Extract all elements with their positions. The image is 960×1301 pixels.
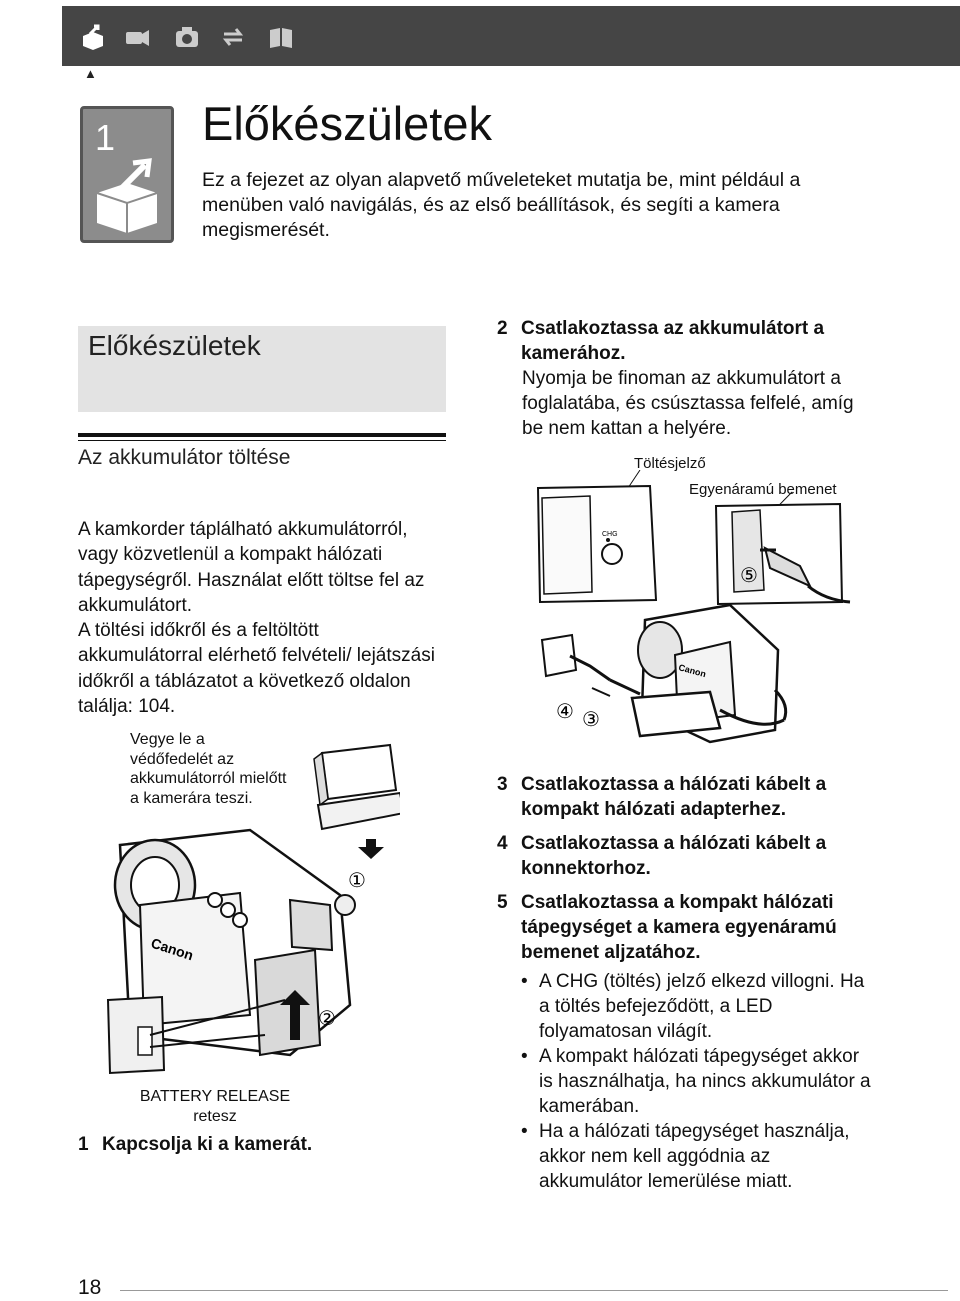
callout-3: ③ xyxy=(582,707,600,731)
box-arrow-icon[interactable] xyxy=(80,24,106,50)
paragraph: A töltési időkről és a feltöltött akkumulátorral elérhető felvételi/ lejátszási időkről a táblázatot a következő oldalon találja: 104. xyxy=(78,620,435,718)
box-arrow-icon xyxy=(93,157,163,235)
caption-line: retesz xyxy=(193,1108,237,1125)
figure-caption: Vegye le a védőfedelét az akkumulátorról mielőtt a kamerára teszi. xyxy=(130,731,287,807)
step-1 xyxy=(78,1134,312,1156)
chapter-number: 1 xyxy=(95,117,116,158)
step-text: Csatlakoztassa a hálózati kábelt a kompakt hálózati adapterhez. xyxy=(521,774,827,820)
canon-logo-text: Canon xyxy=(677,662,708,680)
chapter-title: Előkészületek xyxy=(202,97,492,150)
section-rule-thin xyxy=(78,440,446,441)
chg-label: CHG xyxy=(602,531,618,538)
callout-2: ② xyxy=(318,1006,336,1030)
step-4 xyxy=(497,831,877,881)
footer-rule xyxy=(120,1290,948,1291)
steps-list xyxy=(497,772,877,1194)
bullet-item: • A CHG (töltés) jelző elkezd villogni. Ha a töltés befejeződött, a LED folyamatosan világít. xyxy=(497,969,877,1044)
bullet-item: • Ha a hálózati tápegységet használja, akkor nem kell aggódnia az akkumulátor lemerülése miatt. xyxy=(497,1119,877,1194)
left-body-text xyxy=(78,517,448,719)
chapter-intro: Ez a fejezet az olyan alapvető műveleteket mutatja be, mint például a menüben való navigálás, és az első beállítások, és segíti a kamera megismerését. xyxy=(202,169,801,241)
callout-4: ④ xyxy=(556,699,574,723)
section-header xyxy=(78,326,446,412)
step-5 xyxy=(497,890,877,965)
transfer-icon[interactable] xyxy=(220,24,246,50)
dc-input-label: Egyenáramú bemenet xyxy=(689,481,837,498)
callout-5: ⑤ xyxy=(740,563,758,587)
book-icon[interactable] xyxy=(268,24,294,50)
step-3 xyxy=(497,772,877,822)
canon-logo-text: Canon xyxy=(149,934,196,964)
caption-line: BATTERY RELEASE xyxy=(139,1088,291,1105)
step-number: 2 xyxy=(497,318,508,339)
battery-release-caption xyxy=(130,1087,300,1127)
step-2 xyxy=(497,316,877,441)
callout-1: ① xyxy=(348,868,366,892)
step-text: Csatlakoztassa a kompakt hálózati tápegységet a kamera egyenáramú bemenet aljzatához. xyxy=(521,892,837,963)
chapter-badge xyxy=(80,106,174,243)
step-text: Csatlakoztassa a hálózati kábelt a konnektorhoz. xyxy=(521,833,827,879)
step-description: Nyomja be finoman az akkumulátort a foglalatába, és csúsztassa felfelé, amíg be nem kattan a helyére. xyxy=(522,368,854,439)
bullet-item: • A kompakt hálózati tápegységet akkor is használhatja, ha nincs akkumulátor a kamerában. xyxy=(497,1044,877,1119)
paragraph: A kamkorder táplálható akkumulátorról, vagy közvetlenül a kompakt hálózati tápegységről. Használat előtt töltse fel az akkumulátort. xyxy=(78,519,425,616)
step-number: 1 xyxy=(78,1134,89,1155)
chapter-nav-bar xyxy=(62,6,960,66)
section-title: Előkészületek xyxy=(88,330,261,361)
camcorder-icon[interactable] xyxy=(124,24,150,50)
step-number: 3 xyxy=(497,774,508,795)
charging-connection-illustration xyxy=(520,470,860,760)
step-text: Kapcsolja ki a kamerát. xyxy=(102,1134,313,1155)
charge-indicator-label: Töltésjelző xyxy=(634,455,706,472)
step-number: 4 xyxy=(497,833,508,854)
page-number: 18 xyxy=(78,1276,102,1299)
section-rule-thick xyxy=(78,433,446,437)
subsection-title: Az akkumulátor töltése xyxy=(78,446,291,469)
camera-icon[interactable] xyxy=(174,24,200,50)
up-marker: ▲ xyxy=(84,66,97,81)
step-number: 5 xyxy=(497,892,508,913)
step-text: Csatlakoztassa az akkumulátort a kamerához. xyxy=(521,318,825,364)
camcorder-battery-illustration xyxy=(100,735,400,1085)
step-5-bullets xyxy=(497,969,877,1194)
